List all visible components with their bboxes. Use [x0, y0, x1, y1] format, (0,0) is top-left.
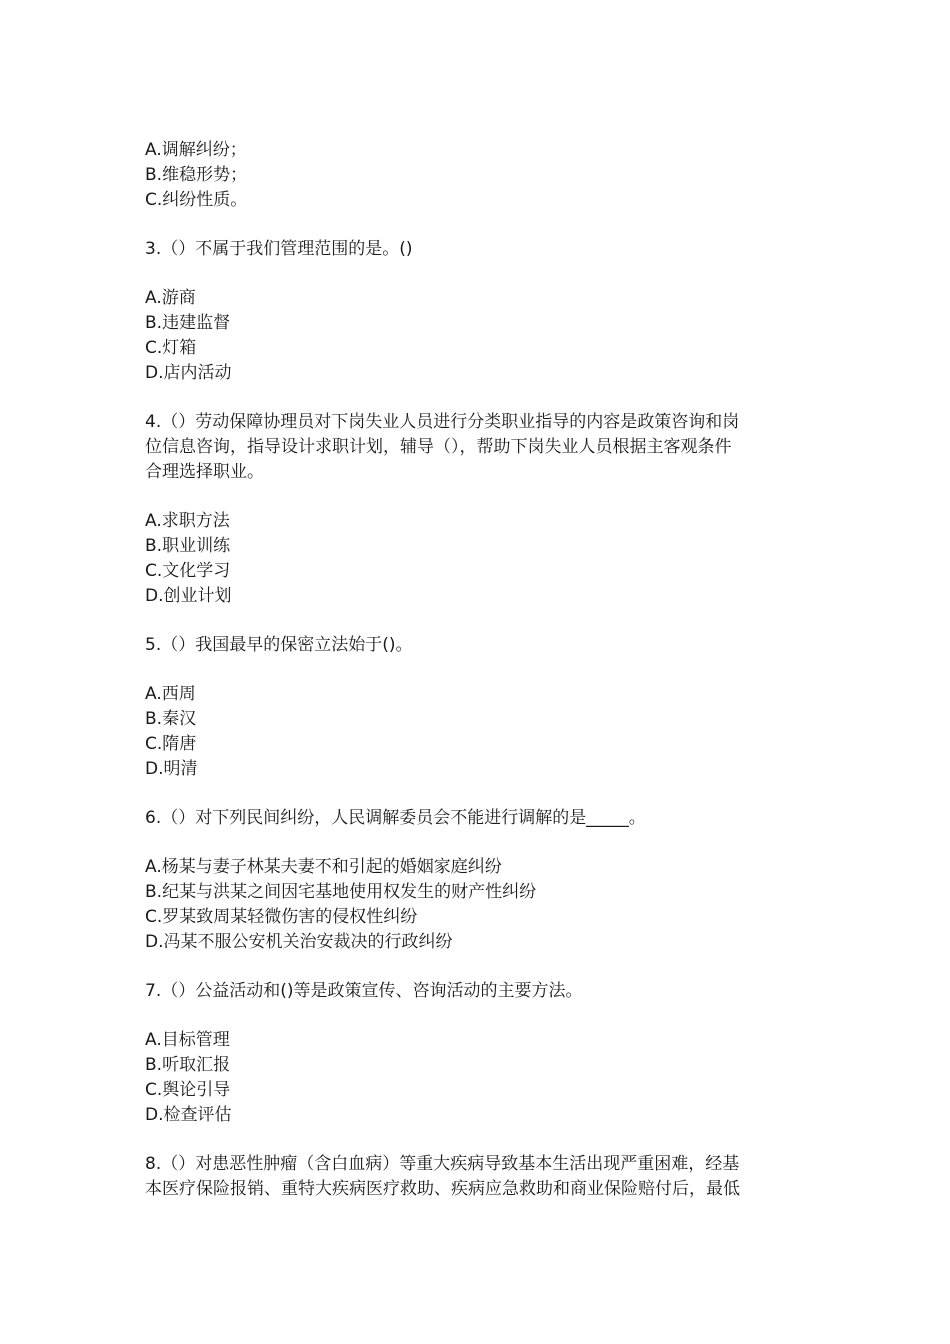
question-6 [145, 806, 810, 955]
question-stem: 本医疗保险报销、重特大疾病医疗救助、疾病应急救助和商业保险赔付后，最低 [145, 1179, 740, 1199]
question-3 [145, 237, 810, 386]
previous-question-options [145, 138, 810, 213]
option-line: C.罗某致周某轻微伤害的侵权性纠纷 [145, 907, 418, 927]
question-stem: 合理选择职业。 [145, 462, 264, 482]
option-line: D.检查评估 [145, 1105, 232, 1125]
question-5 [145, 633, 810, 782]
option-line: B.维稳形势； [145, 165, 248, 185]
question-7 [145, 979, 810, 1128]
option-line: B.纪某与洪某之间因宅基地使用权发生的财产性纠纷 [145, 882, 537, 902]
option-line: C.灯箱 [145, 338, 197, 358]
question-stem: 4.（）劳动保障协理员对下岗失业人员进行分类职业指导的内容是政策咨询和岗 [145, 412, 740, 432]
option-line: A.游商 [145, 288, 196, 308]
question-stem: 7.（）公益活动和()等是政策宣传、咨询活动的主要方法。 [145, 981, 583, 1001]
option-line: D.店内活动 [145, 363, 232, 383]
option-line: A.求职方法 [145, 511, 230, 531]
option-line: D.冯某不服公安机关治安裁决的行政纠纷 [145, 932, 453, 952]
option-line: B.违建监督 [145, 313, 231, 333]
question-stem: 3.（）不属于我们管理范围的是。() [145, 239, 413, 259]
question-stem: 位信息咨询，指导设计求职计划，辅导（），帮助下岗失业人员根据主客观条件 [145, 437, 732, 457]
option-line: A.调解纠纷； [145, 140, 247, 160]
option-line: B.秦汉 [145, 709, 197, 729]
option-line: C.隋唐 [145, 734, 197, 754]
option-line: C.纠纷性质。 [145, 190, 248, 210]
question-4 [145, 410, 810, 609]
question-stem: 6.（）对下列民间纠纷，人民调解委员会不能进行调解的是_____。 [145, 808, 646, 828]
option-line: D.明清 [145, 759, 198, 779]
question-stem: 8.（）对患恶性肿瘤（含白血病）等重大疾病导致基本生活出现严重困难，经基 [145, 1154, 740, 1174]
question-stem: 5.（）我国最早的保密立法始于()。 [145, 635, 413, 655]
document-page [145, 138, 810, 1202]
option-line: C.舆论引导 [145, 1080, 231, 1100]
option-line: B.听取汇报 [145, 1055, 231, 1075]
option-line: C.文化学习 [145, 561, 231, 581]
option-line: A.杨某与妻子林某夫妻不和引起的婚姻家庭纠纷 [145, 857, 502, 877]
option-line: B.职业训练 [145, 536, 231, 556]
option-line: A.西周 [145, 684, 196, 704]
option-line: D.创业计划 [145, 586, 232, 606]
option-line: A.目标管理 [145, 1030, 230, 1050]
question-8 [145, 1152, 810, 1202]
